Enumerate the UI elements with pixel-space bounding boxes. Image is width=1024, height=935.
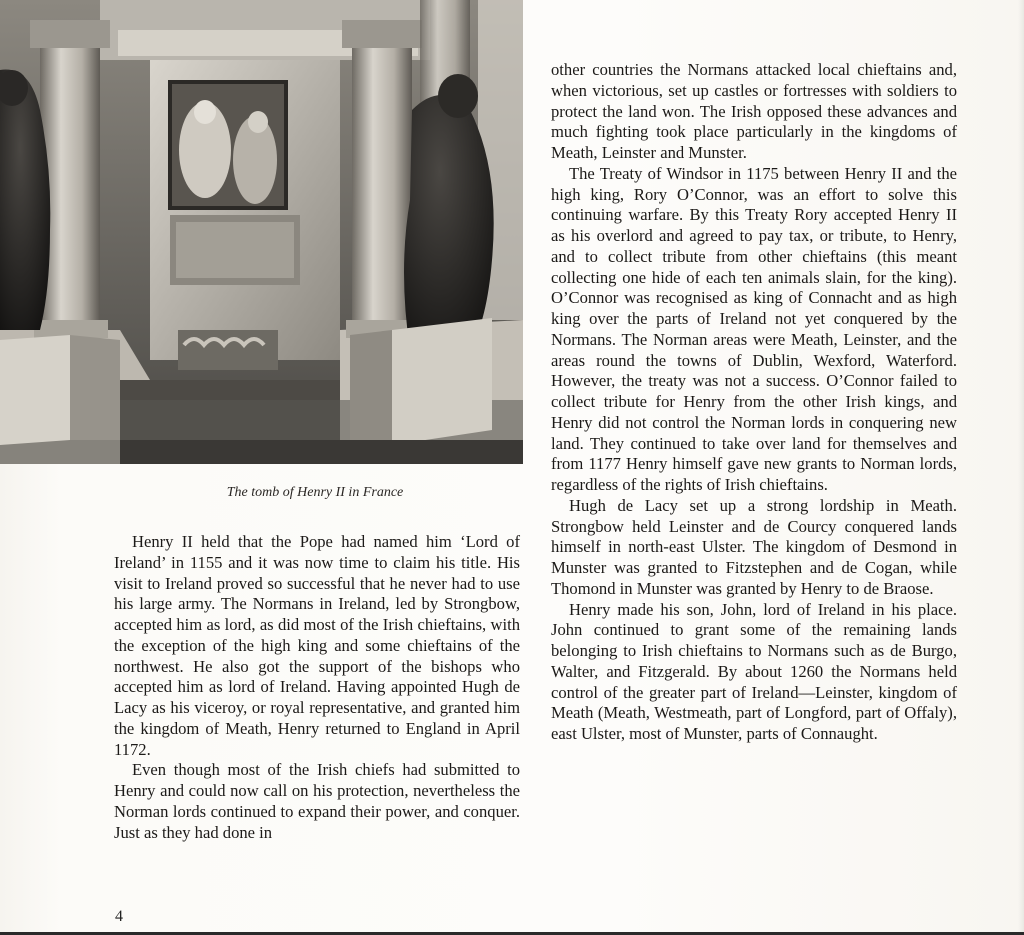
left-text-column [114, 532, 520, 843]
paragraph: Even though most of the Irish chiefs had submitted to Henry and could now call on his protection, nevertheless the Norman lords continued to expand their power, and conquer. Just as they had done in [114, 760, 520, 842]
right-text-column [551, 60, 957, 745]
page-edge [1018, 0, 1024, 935]
paragraph: Henry II held that the Pope had named him ‘Lord of Ireland’ in 1155 and it was now time to claim his title. His visit to Ireland proved so successful that he never had to use his large army. The Normans in Ireland, led by Strongbow, accepted him as lord, as did most of the Irish chieftains, with the exception of the high king and some chieftains of the northwest. He also got the support of the bishops who accepted him as lord of Ireland. Having appointed Hugh de Lacy as his viceroy, or royal representative, and granted him the kingdom of Meath, Henry returned to England in April 1172. [114, 532, 520, 759]
tomb-photograph [0, 0, 523, 464]
paragraph: Henry made his son, John, lord of Ireland in his place. John continued to grant some of the remaining lands belonging to Irish chieftains to Normans such as de Burgo, Walter, and Fitzgerald. By about 1260 the Normans held control of the greater part of Ireland—Leinster, kingdom of Meath (Meath, Westmeath, part of Longford, part of Offaly), east Ulster, most of Munster, parts of Connaught. [551, 599, 957, 743]
paragraph: Hugh de Lacy set up a strong lordship in Meath. Strongbow held Leinster and de Courcy conquered lands himself in north-east Ulster. The kingdom of Desmond in Munster was granted to Fitzstephen and de Cogan, while Thomond in Munster was granted by Henry to de Braose. [551, 495, 957, 598]
paragraph: The Treaty of Windsor in 1175 between Henry II and the high king, Rory O’Connor, was an effort to solve this continuing warfare. By this Treaty Rory accepted Henry II as his overlord and agreed to pay tax, or tribute, to Henry, and to collect tribute from other chieftains (this meant collecting one hide of each ten animals slain, for the king). O’Connor was recognised as king of Connacht and as high king over the parts of Ireland not yet conquered by the Normans. The Norman areas were Meath, Leinster, and the areas round the towns of Dublin, Wexford, Waterford. However, the treaty was not a success. O’Connor failed to collect tribute for Henry from the other Irish kings, and Henry did not control the Norman lords in conquering new land. They continued to take over land for themselves and from 1177 Henry himself gave new grants to Norman lords, regardless of the rights of Irish chieftains. [551, 163, 957, 494]
paragraph: other countries the Normans attacked local chieftains and, when victorious, set up castles or fortresses with soldiers to protect the land won. The Irish opposed these advances and much fighting took place particularly in the kingdoms of Meath, Leinster and Munster. [551, 60, 957, 162]
figure-caption: The tomb of Henry II in France [226, 485, 404, 500]
page-number: 4 [115, 908, 123, 925]
